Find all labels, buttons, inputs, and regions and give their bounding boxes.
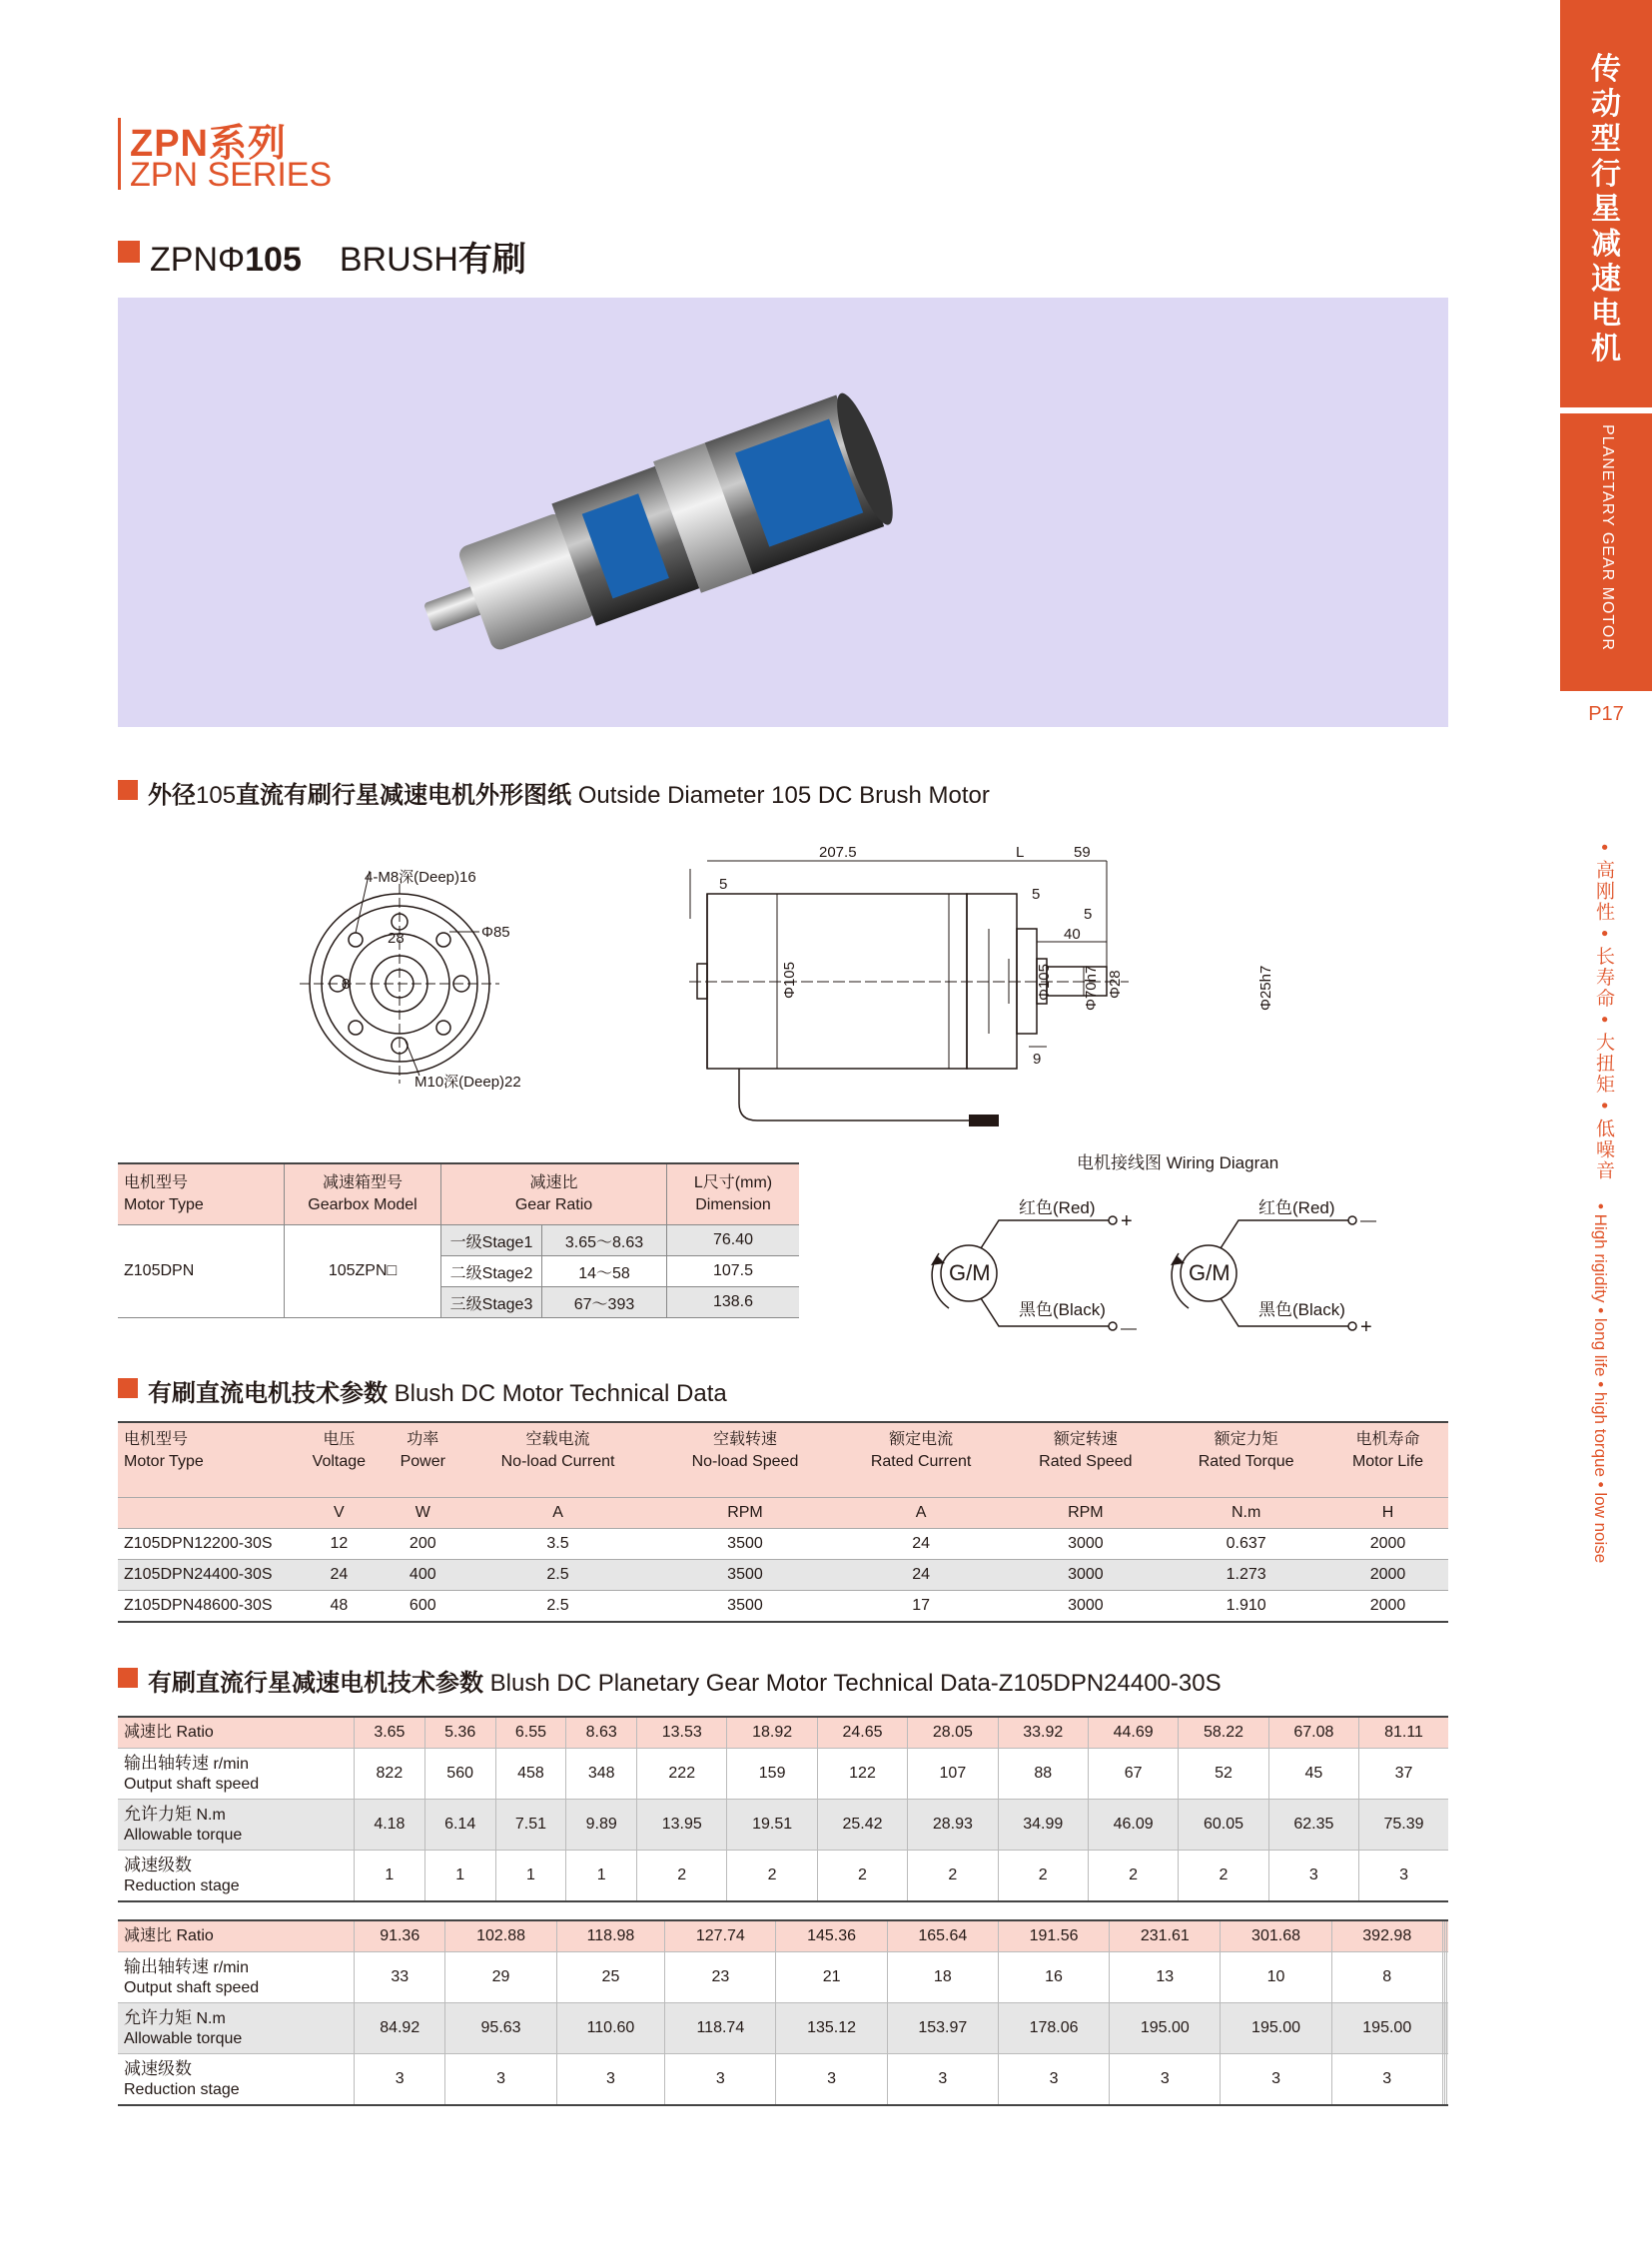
cell: 3 (776, 2054, 887, 2106)
cell: 3 (1331, 2054, 1442, 2106)
dim-9: 9 (1033, 1051, 1042, 1068)
cell: 7.51 (495, 1800, 566, 1851)
cell: 118.98 (556, 1921, 665, 1952)
black-wire-label: 黑色(Black) (1019, 1300, 1106, 1319)
cell: 822 (355, 1749, 425, 1800)
cell: 195.00 (1331, 2003, 1442, 2054)
cell: 34.99 (998, 1800, 1088, 1851)
cell: 392.98 (1331, 1921, 1442, 1952)
side-tab-title-en: PLANETARY GEAR MOTOR (1599, 424, 1616, 651)
table-row (118, 1749, 1448, 1800)
front-label-28: 28 (388, 930, 405, 947)
th: 空载电流 No-load Current (461, 1423, 654, 1498)
cell: 110.60 (556, 2003, 665, 2054)
row-label: 输出轴转速 r/min Output shaft speed (118, 1749, 355, 1800)
cell-range: 3.65～8.63 (542, 1225, 667, 1256)
red-wire-label: 红色(Red) (1258, 1198, 1335, 1217)
minus-sign: — (1360, 1212, 1376, 1229)
cell: 3 (556, 2054, 665, 2106)
cell: 3 (1268, 1851, 1358, 1902)
section-bullet (118, 1378, 138, 1398)
cell: 6.55 (495, 1718, 566, 1749)
cell: 301.68 (1221, 1921, 1331, 1952)
cell-stage: 一级Stage1 (441, 1225, 542, 1256)
cell: 13.53 (637, 1718, 727, 1749)
cell: 58.22 (1179, 1718, 1268, 1749)
cell: 44.69 (1088, 1718, 1178, 1749)
row-label: 减速比 Ratio (118, 1718, 355, 1749)
th: 电压 Voltage (294, 1423, 385, 1498)
cell-dim: 138.6 (667, 1287, 800, 1318)
cell-stage: 二级Stage2 (441, 1256, 542, 1287)
cell: 18.92 (727, 1718, 817, 1749)
dim-2075: 207.5 (819, 844, 857, 861)
dim-phi105a: Φ105 (781, 962, 798, 999)
cell: 24.65 (817, 1718, 907, 1749)
section-title-gearmotor: 有刷直流行星减速电机技术参数 Blush DC Planetary Gear Motor Technical Data-Z105DPN24400-30S (148, 1670, 1222, 1697)
cell: 6.14 (424, 1800, 495, 1851)
cell: 135.12 (776, 2003, 887, 2054)
cell: 191.56 (998, 1921, 1109, 1952)
dim-5c: 5 (1084, 906, 1093, 923)
cell: 3 (355, 2054, 445, 2106)
cell: 28.93 (908, 1800, 998, 1851)
section-bullet (118, 780, 138, 800)
front-label-holes: 4-M8深(Deep)16 (365, 869, 476, 886)
cell: 10 (1221, 1952, 1331, 2003)
cell: 23 (665, 1952, 776, 2003)
cell: 3 (1110, 2054, 1221, 2106)
cell: 178.06 (998, 2003, 1109, 2054)
cell: 458 (495, 1749, 566, 1800)
cell: 8.63 (566, 1718, 637, 1749)
cell: 37 (1359, 1749, 1448, 1800)
cell: 18 (887, 1952, 998, 2003)
cell: 159 (727, 1749, 817, 1800)
th: 电机型号 Motor Type (118, 1423, 294, 1498)
cell: 2 (637, 1851, 727, 1902)
cell: 1 (566, 1851, 637, 1902)
cell: 52 (1179, 1749, 1268, 1800)
cell: 60.05 (1179, 1800, 1268, 1851)
cell: 62.35 (1268, 1800, 1358, 1851)
cell: 45 (1268, 1749, 1358, 1800)
th-ratio: 减速比 Gear Ratio (441, 1164, 667, 1225)
th-gearbox: 减速箱型号 Gearbox Model (285, 1164, 441, 1225)
cell-gearbox: 105ZPN□ (285, 1225, 441, 1318)
ratio-table-2 (118, 1921, 1448, 2106)
dim-L: L (1016, 844, 1025, 861)
product-photo (118, 298, 1448, 727)
dim-phi25: Φ25h7 (1257, 965, 1274, 1011)
table-row (118, 1921, 1448, 1952)
table-row (118, 1952, 1448, 2003)
cell: 19.51 (727, 1800, 817, 1851)
cell: 75.39 (1359, 1800, 1448, 1851)
th: 功率 Power (385, 1423, 461, 1498)
th-unit: RPM (1006, 1498, 1165, 1529)
cell: 102.88 (445, 1921, 556, 1952)
th: 电机寿命 Motor Life (1327, 1423, 1448, 1498)
cell-dim: 107.5 (667, 1256, 800, 1287)
cell-dim: 76.40 (667, 1225, 800, 1256)
cell: 88 (998, 1749, 1088, 1800)
cell: 118.74 (665, 2003, 776, 2054)
cell: 1 (424, 1851, 495, 1902)
cell: 3 (998, 2054, 1109, 2106)
cell: 165.64 (887, 1921, 998, 1952)
wiring-diagram (909, 1193, 1448, 1348)
cell: 2 (908, 1851, 998, 1902)
th-unit (118, 1498, 294, 1529)
dim-59: 59 (1074, 844, 1091, 861)
series-title-cn: ZPN系列 (130, 123, 288, 165)
section-title-tech: 有刷直流电机技术参数 Blush DC Motor Technical Data (148, 1380, 727, 1407)
cell: 33 (355, 1952, 445, 2003)
cell (1447, 1921, 1448, 1952)
model-title: ZPNΦ105 BRUSH有刷 (150, 241, 526, 279)
table-row (118, 2054, 1448, 2106)
cell: 67 (1088, 1749, 1178, 1800)
row-label: 减速级数 Reduction stage (118, 2054, 355, 2106)
cell: 3.65 (355, 1718, 425, 1749)
table-row (118, 2003, 1448, 2054)
th-unit: V (294, 1498, 385, 1529)
th: 额定电流 Rated Current (836, 1423, 1007, 1498)
cell: 3 (665, 2054, 776, 2106)
cell (1447, 2003, 1448, 2054)
cell (1447, 1952, 1448, 2003)
cell: 2 (727, 1851, 817, 1902)
red-wire-label: 红色(Red) (1019, 1198, 1096, 1217)
row-label: 减速比 Ratio (118, 1921, 355, 1952)
cell: 67.08 (1268, 1718, 1358, 1749)
dim-5a: 5 (719, 876, 728, 893)
th-unit: H (1327, 1498, 1448, 1529)
series-accent-bar (118, 118, 121, 190)
th-unit: A (836, 1498, 1007, 1529)
cell-stage: 三级Stage3 (441, 1287, 542, 1318)
table-row (118, 1718, 1448, 1749)
table-row (118, 1851, 1448, 1902)
th-unit: W (385, 1498, 461, 1529)
plus-sign: + (1360, 1316, 1372, 1338)
dim-phi28: Φ28 (1107, 970, 1124, 999)
th-unit: N.m (1165, 1498, 1327, 1529)
row-label: 减速级数 Reduction stage (118, 1851, 355, 1902)
th: 额定力矩 Rated Torque (1165, 1423, 1327, 1498)
features-en: • High rigidity • long life • high torque • low noise (1591, 1203, 1610, 1564)
cell: 4.18 (355, 1800, 425, 1851)
cell: 16 (998, 1952, 1109, 2003)
row-label: 允许力矩 N.m Allowable torque (118, 1800, 355, 1851)
plus-sign: + (1121, 1210, 1133, 1232)
cell: 195.00 (1110, 2003, 1221, 2054)
cell: 9.89 (566, 1800, 637, 1851)
cell: 95.63 (445, 2003, 556, 2054)
cell: 222 (637, 1749, 727, 1800)
cell: 84.92 (355, 2003, 445, 2054)
th-motor-type: 电机型号 Motor Type (118, 1164, 285, 1225)
cell: 231.61 (1110, 1921, 1221, 1952)
cell: 29 (445, 1952, 556, 2003)
front-label-8: 8 (342, 976, 351, 993)
table-row (118, 1800, 1448, 1851)
side-view-drawing (689, 839, 1308, 1138)
section-bullet (118, 1668, 138, 1688)
cell: 3 (445, 2054, 556, 2106)
cell: 560 (424, 1749, 495, 1800)
th-dimension: L尺寸(mm) Dimension (667, 1164, 800, 1225)
minus-sign: — (1121, 1320, 1137, 1337)
cell: 13 (1110, 1952, 1221, 2003)
cell: 28.05 (908, 1718, 998, 1749)
table-row: Z105DPN24400-30S 24 400 2.5 3500 24 3000 1.273 2000 (118, 1560, 1448, 1591)
table-top-rule (118, 1162, 799, 1164)
series-title-en: ZPN SERIES (130, 156, 333, 194)
gm-label: G/M (949, 1260, 991, 1285)
cell-motor: Z105DPN (118, 1225, 285, 1318)
cell: 348 (566, 1749, 637, 1800)
section-title-drawing: 外径105直流有刷行星减速电机外形图纸 Outside Diameter 105 DC Brush Motor (148, 782, 990, 809)
row-label: 允许力矩 N.m Allowable torque (118, 2003, 355, 2054)
gearbox-table (118, 1164, 799, 1318)
ratio-table-1 (118, 1718, 1448, 1902)
cell: 5.36 (424, 1718, 495, 1749)
row-label: 输出轴转速 r/min Output shaft speed (118, 1952, 355, 2003)
cell: 107 (908, 1749, 998, 1800)
cell: 2 (1088, 1851, 1178, 1902)
features-cn: • 高刚性 • 长寿命 • 大扭矩 • 低噪音 (1593, 844, 1614, 1181)
th-unit: RPM (654, 1498, 835, 1529)
cell: 195.00 (1221, 2003, 1331, 2054)
wiring-title: 电机接线图 Wiring Diagran (1077, 1153, 1279, 1172)
dim-5b: 5 (1032, 886, 1041, 903)
dim-phi70: Φ70h7 (1083, 965, 1100, 1011)
cell: 1 (355, 1851, 425, 1902)
cell: 1 (495, 1851, 566, 1902)
cell: 3 (1221, 2054, 1331, 2106)
cell: 122 (817, 1749, 907, 1800)
front-view-drawing (300, 859, 599, 1099)
th-unit: A (461, 1498, 654, 1529)
cell: 2 (817, 1851, 907, 1902)
front-label-pcd: Φ85 (481, 924, 510, 941)
cell: 3 (1359, 1851, 1448, 1902)
dim-40: 40 (1064, 926, 1081, 943)
motor-tech-table (118, 1423, 1448, 1623)
cell-range: 14～58 (542, 1256, 667, 1287)
table-row: Z105DPN12200-30S 12 200 3.5 3500 24 3000 0.637 2000 (118, 1529, 1448, 1560)
page-number: P17 (1588, 703, 1624, 725)
cell: 2 (1179, 1851, 1268, 1902)
cell (1447, 2054, 1448, 2106)
front-label-tapped: M10深(Deep)22 (414, 1074, 521, 1091)
cell: 33.92 (998, 1718, 1088, 1749)
cell: 25 (556, 1952, 665, 2003)
dim-phi105b: Φ105 (1036, 964, 1053, 1001)
th: 额定转速 Rated Speed (1006, 1423, 1165, 1498)
cell: 21 (776, 1952, 887, 2003)
cell-range: 67～393 (542, 1287, 667, 1318)
side-tab-title-cn: 传动型行星减速电机 (1591, 53, 1621, 366)
cell: 13.95 (637, 1800, 727, 1851)
gm-label: G/M (1189, 1260, 1231, 1285)
cell: 8 (1331, 1952, 1442, 2003)
cell: 153.97 (887, 2003, 998, 2054)
model-bullet (118, 241, 140, 263)
th: 空载转速 No-load Speed (654, 1423, 835, 1498)
cell: 127.74 (665, 1921, 776, 1952)
cell: 2 (998, 1851, 1088, 1902)
black-wire-label: 黑色(Black) (1258, 1300, 1345, 1319)
cell: 145.36 (776, 1921, 887, 1952)
cell: 3 (887, 2054, 998, 2106)
cell: 25.42 (817, 1800, 907, 1851)
cell: 46.09 (1088, 1800, 1178, 1851)
cell: 81.11 (1359, 1718, 1448, 1749)
table-row: Z105DPN48600-30S 48 600 2.5 3500 17 3000 1.910 2000 (118, 1591, 1448, 1623)
cell: 91.36 (355, 1921, 445, 1952)
